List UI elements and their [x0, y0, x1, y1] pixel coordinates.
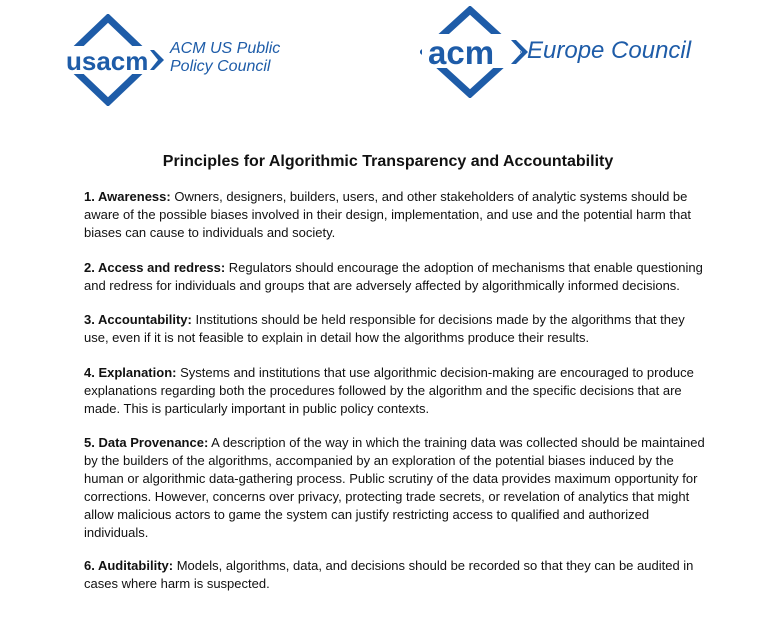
principle-text: Systems and institutions that use algorithmic decision-making are encouraged to produce explanations regarding both the procedures followed by the algorithm and the specific decisions that are made. This is particularly important in public policy contexts.: [84, 365, 694, 416]
page-title: Principles for Algorithmic Transparency and Accountability: [162, 153, 614, 170]
principle-heading: 2. Access and redress:: [84, 260, 226, 275]
principle-accountability: [84, 311, 712, 347]
usacm-caption: ACM US Public Policy Council: [170, 40, 281, 75]
page-header: [0, 0, 776, 130]
principle-explanation: [84, 364, 712, 418]
principle-heading: 4. Explanation:: [84, 365, 177, 380]
principle-data-provenance: [84, 434, 712, 542]
principle-heading: 5. Data Provenance:: [84, 435, 209, 450]
usacm-logo: [62, 14, 302, 106]
principle-heading: 6. Auditability:: [84, 558, 174, 573]
principle-text: Regulators should encourage the adoption of mechanisms that enable questioning and redress for individuals and groups that are adversely affected by algorithmically informed decisions.: [84, 260, 703, 293]
principle-heading: 1. Awareness:: [84, 189, 171, 204]
principle-access-and-redress: [84, 259, 712, 295]
principle-text: A description of the way in which the training data was collected should be maintained by the builders of the algorithms, accompanied by an exploration of the potential biases induced by the human or algorithmic data-gathering process. Public scrutiny of the data provides maximum opportunity for corrections. However, concerns over privacy, protecting trade secrets, or revelation of analytics that might allow malicious actors to game the system can justify restricting access to qualified and authorized individuals.: [84, 435, 705, 540]
principle-text: Models, algorithms, data, and decisions should be recorded so that they can be audited in cases where harm is suspected.: [84, 558, 694, 591]
principle-awareness: [84, 188, 712, 242]
principle-text: Owners, designers, builders, users, and other stakeholders of analytic systems should be aware of the possible biases involved in their design, implementation, and use and the potential harm that biases can cause to individuals and society.: [84, 189, 692, 240]
acm-wordmark: acm: [428, 34, 495, 71]
principles-list: [84, 188, 712, 610]
principle-heading: 3. Accountability:: [84, 312, 192, 327]
usacm-wordmark: usacm: [66, 46, 149, 76]
acm-europe-logo: [420, 6, 710, 98]
principle-text: Institutions should be held responsible for decisions made by the algorithms that they use, even if it is not feasible to explain in detail how the algorithms produce their results.: [84, 312, 685, 345]
principle-auditability: [84, 557, 712, 593]
acm-europe-caption: Europe Council: [527, 37, 692, 64]
